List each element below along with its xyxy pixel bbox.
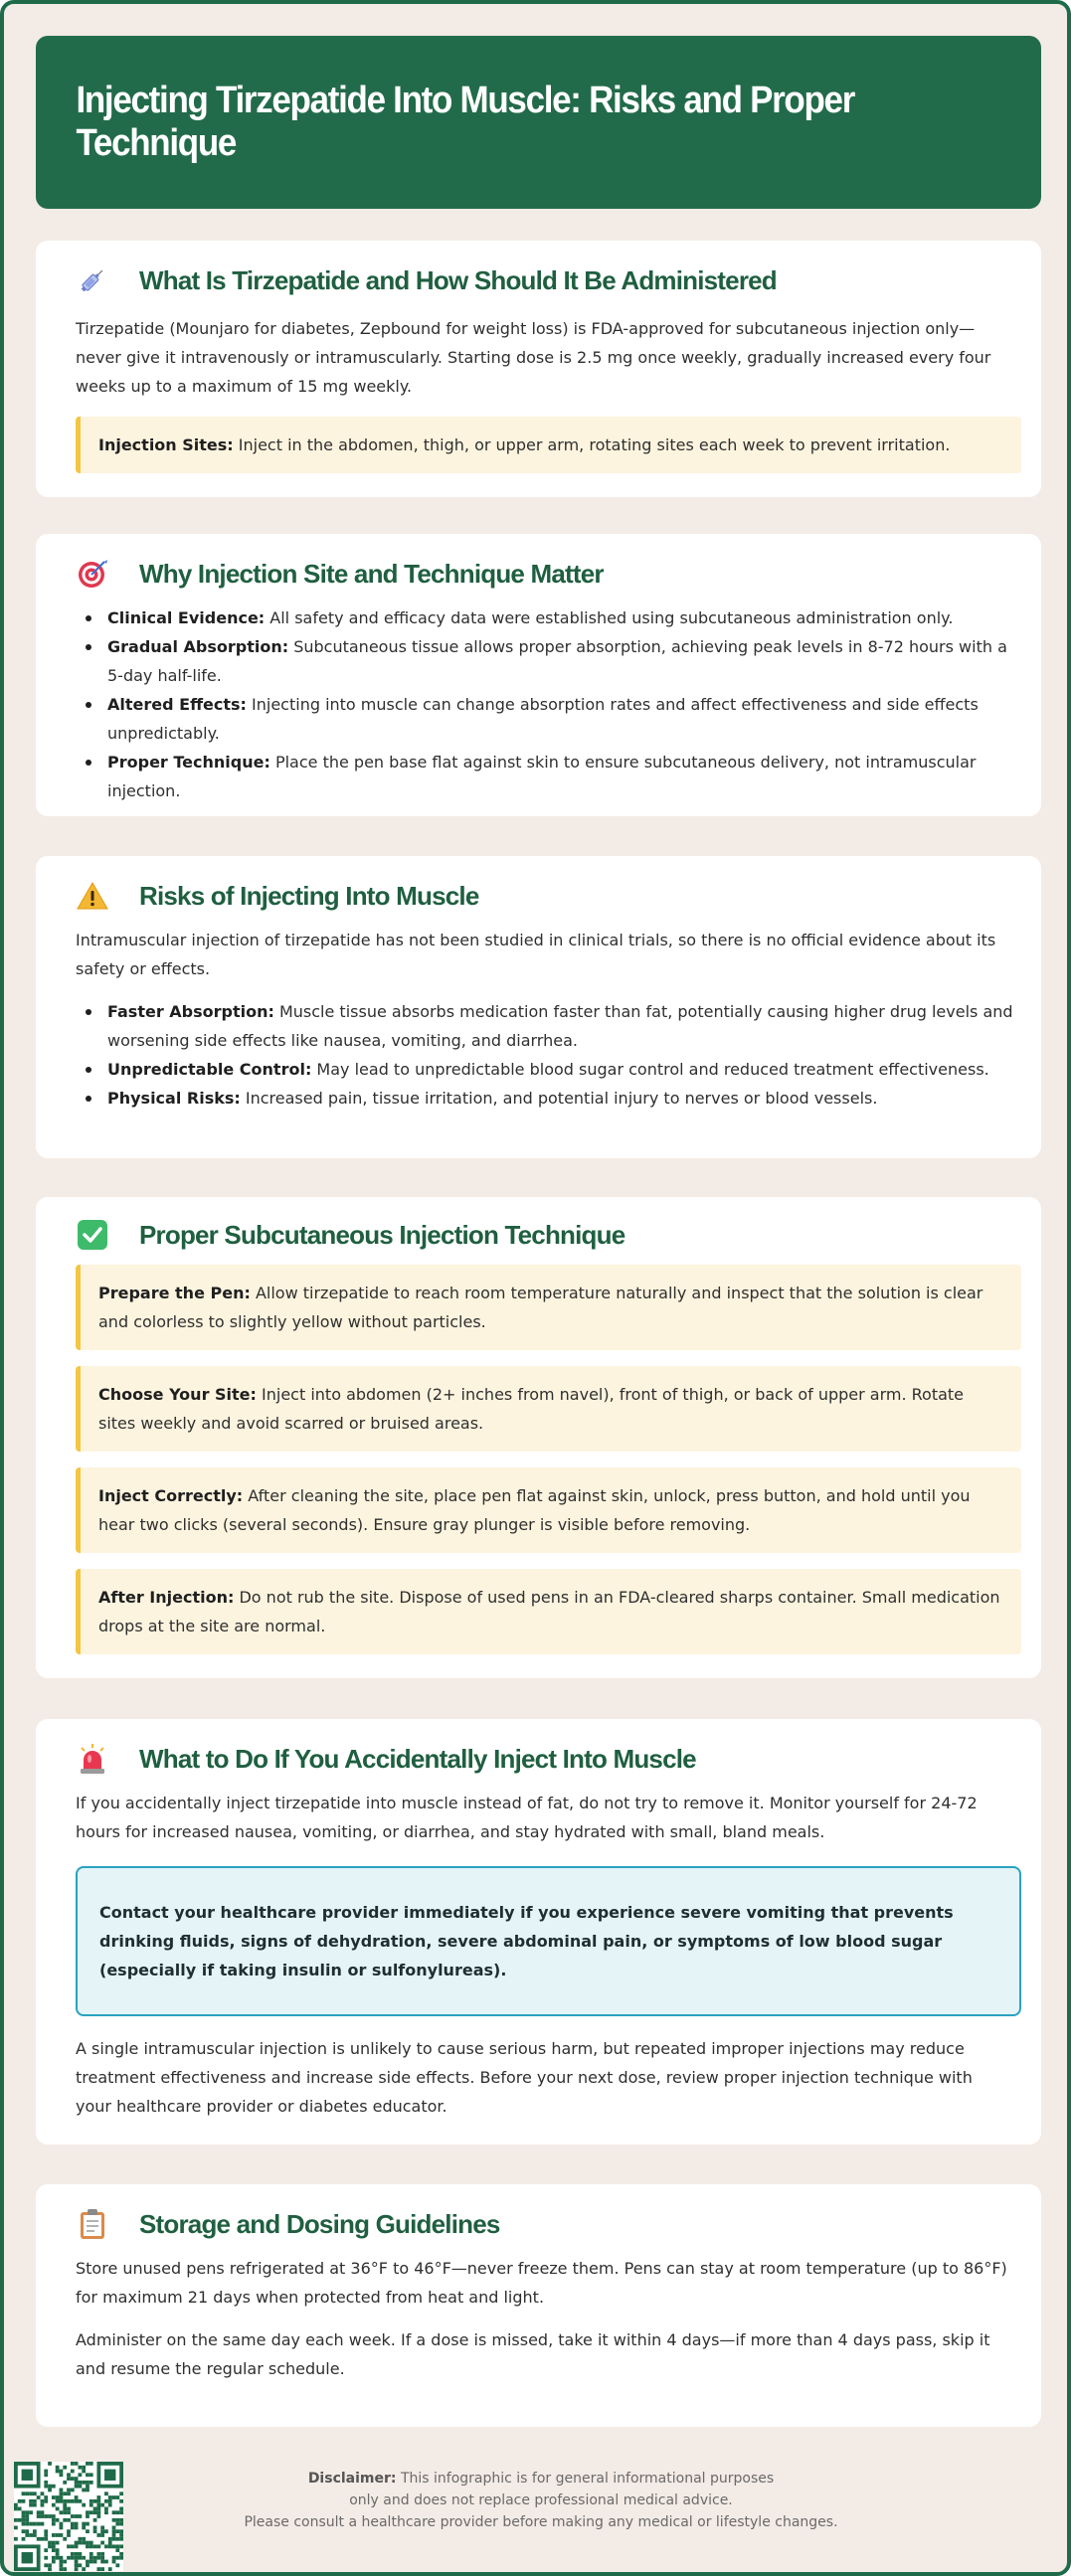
siren-icon bbox=[76, 1742, 109, 1776]
disclaimer-line2: only and does not replace professional medical advice. bbox=[349, 2492, 733, 2508]
risks-bullet-list bbox=[76, 997, 1021, 1113]
bullet-text: Subcutaneous tissue allows proper absorption, achieving peak levels in 8-72 hours with a 5-day half-life. bbox=[107, 637, 1007, 685]
disclaimer-line1: This infographic is for general informational purposes bbox=[396, 2471, 775, 2487]
list-item bbox=[76, 632, 1021, 690]
bullet-text: Muscle tissue absorbs medication faster than fat, potentially causing higher drug levels and worsening side effects like nausea, vomiting, and diarrhea. bbox=[107, 1002, 1013, 1050]
disclaimer bbox=[183, 2468, 899, 2533]
section-what bbox=[36, 241, 1041, 497]
target-icon bbox=[76, 557, 109, 591]
step-after-callout bbox=[76, 1569, 1021, 1654]
bullet-label: Clinical Evidence: bbox=[107, 608, 266, 627]
section-header bbox=[76, 554, 1021, 594]
step-inject-callout bbox=[76, 1467, 1021, 1553]
section-title: Why Injection Site and Technique Matter bbox=[139, 558, 604, 589]
bullet-label: Gradual Absorption: bbox=[107, 637, 289, 656]
section-header bbox=[76, 1215, 1021, 1255]
step-label: Inject Correctly: bbox=[98, 1486, 244, 1505]
section-header bbox=[76, 876, 1021, 916]
section-paragraph: If you accidentally inject tirzepatide into muscle instead of fat, do not try to remove it. Monitor yourself for 24-72 hours for increased nausea, vomiting, or diarrhea, and stay hydrated with small, bland meals. bbox=[76, 1794, 978, 1841]
step-text: Do not rub the site. Dispose of used pens in an FDA-cleared sharps container. Small medication drops at the site are normal. bbox=[98, 1588, 1000, 1635]
section-paragraph: A single intramuscular injection is unlikely to cause serious harm, but repeated improper injections may reduce treatment effectiveness and increase side effects. Before your next dose, review proper injection technique with your healthcare provider or diabetes educator. bbox=[76, 2039, 973, 2116]
section-paragraph: Store unused pens refrigerated at 36°F to 46°F—never freeze them. Pens can stay at room temperature (up to 86°F) for maximum 21 days when protected from heat and light. bbox=[76, 2259, 1007, 2307]
bullet-text: Injecting into muscle can change absorption rates and affect effectiveness and side effects unpredictably. bbox=[107, 695, 979, 743]
bullet-label: Physical Risks: bbox=[107, 1089, 241, 1108]
section-title: Storage and Dosing Guidelines bbox=[139, 2208, 500, 2239]
step-text: Inject into abdomen (2+ inches from navel), front of thigh, or back of upper arm. Rotate sites weekly and avoid scarred or bruised areas. bbox=[98, 1385, 965, 1433]
list-item bbox=[76, 690, 1021, 748]
bullet-label: Faster Absorption: bbox=[107, 1002, 274, 1021]
bullet-label: Unpredictable Control: bbox=[107, 1060, 312, 1079]
step-prepare-callout bbox=[76, 1265, 1021, 1350]
section-title: Risks of Injecting Into Muscle bbox=[139, 880, 479, 911]
bullet-text: Increased pain, tissue irritation, and potential injury to nerves or blood vessels. bbox=[240, 1089, 878, 1108]
bullet-text: All safety and efficacy data were established using subcutaneous administration only. bbox=[265, 608, 954, 627]
callout-text: Inject in the abdomen, thigh, or upper arm, rotating sites each week to prevent irritation. bbox=[233, 435, 951, 454]
bullet-text: May lead to unpredictable blood sugar control and reduced treatment effectiveness. bbox=[311, 1060, 989, 1079]
page-header bbox=[36, 36, 1041, 209]
section-technique bbox=[36, 1197, 1041, 1678]
step-text: Allow tirzepatide to reach room temperature naturally and inspect that the solution is clear and colorless to slightly yellow without particles. bbox=[98, 1284, 983, 1331]
disclaimer-line3: Please consult a healthcare provider before making any medical or lifestyle changes. bbox=[244, 2514, 838, 2530]
section-why bbox=[36, 534, 1041, 816]
section-title: What to Do If You Accidentally Inject Into Muscle bbox=[139, 1743, 696, 1774]
bullet-label: Altered Effects: bbox=[107, 695, 247, 714]
injection-sites-callout bbox=[76, 417, 1021, 473]
step-label: Choose Your Site: bbox=[98, 1385, 257, 1404]
step-label: After Injection: bbox=[98, 1588, 235, 1607]
warning-icon bbox=[76, 879, 109, 913]
list-item bbox=[76, 603, 1021, 632]
step-label: Prepare the Pen: bbox=[98, 1284, 251, 1302]
callout-label: Injection Sites: bbox=[98, 435, 234, 454]
section-header bbox=[76, 260, 1021, 300]
list-item bbox=[76, 997, 1021, 1055]
step-text: After cleaning the site, place pen flat against skin, unlock, press button, and hold until you hear two clicks (several seconds). Ensure gray plunger is visible before removing. bbox=[98, 1486, 971, 1534]
section-title: Proper Subcutaneous Injection Technique bbox=[139, 1219, 625, 1250]
list-item bbox=[76, 1055, 1021, 1084]
section-paragraph: Administer on the same day each week. If a dose is missed, take it within 4 days—if more than 4 days pass, skip it and resume the regular schedule. bbox=[76, 2330, 990, 2378]
section-paragraph: Intramuscular injection of tirzepatide has not been studied in clinical trials, so there is no official evidence about its safety or effects. bbox=[76, 931, 996, 978]
page-footer bbox=[4, 2454, 1071, 2573]
list-item bbox=[76, 748, 1021, 805]
why-bullet-list bbox=[76, 603, 1021, 805]
bullet-text: Place the pen base flat against skin to ensure subcutaneous delivery, not intramuscular injection. bbox=[107, 753, 977, 800]
qr-code-icon[interactable] bbox=[14, 2462, 123, 2571]
section-storage bbox=[36, 2184, 1041, 2427]
contact-provider-alert: Contact your healthcare provider immediately if you experience severe vomiting that prevents drinking fluids, signs of dehydration, severe abdominal pain, or symptoms of low blood sugar (especially if taking insulin or sulfonylureas). bbox=[76, 1866, 1021, 2016]
check-icon bbox=[76, 1218, 109, 1252]
step-choose-site-callout bbox=[76, 1366, 1021, 1452]
section-header bbox=[76, 1739, 1021, 1779]
clipboard-icon bbox=[76, 2207, 109, 2241]
disclaimer-label: Disclaimer: bbox=[307, 2471, 397, 2487]
section-accident bbox=[36, 1719, 1041, 2145]
section-header bbox=[76, 2204, 1021, 2244]
section-risks bbox=[36, 856, 1041, 1158]
syringe-icon bbox=[76, 263, 109, 297]
list-item bbox=[76, 1084, 1021, 1113]
bullet-label: Proper Technique: bbox=[107, 753, 270, 772]
section-title: What Is Tirzepatide and How Should It Be Administered bbox=[139, 264, 777, 295]
section-paragraph: Tirzepatide (Mounjaro for diabetes, Zepbound for weight loss) is FDA-approved for subcutaneous injection only—never give it intravenously or intramuscularly. Starting dose is 2.5 mg once weekly, gradually increased every four weeks up to a maximum of 15 mg weekly. bbox=[76, 319, 991, 396]
page-title: Injecting Tirzepatide Into Muscle: Risks and Proper Technique bbox=[76, 80, 855, 164]
